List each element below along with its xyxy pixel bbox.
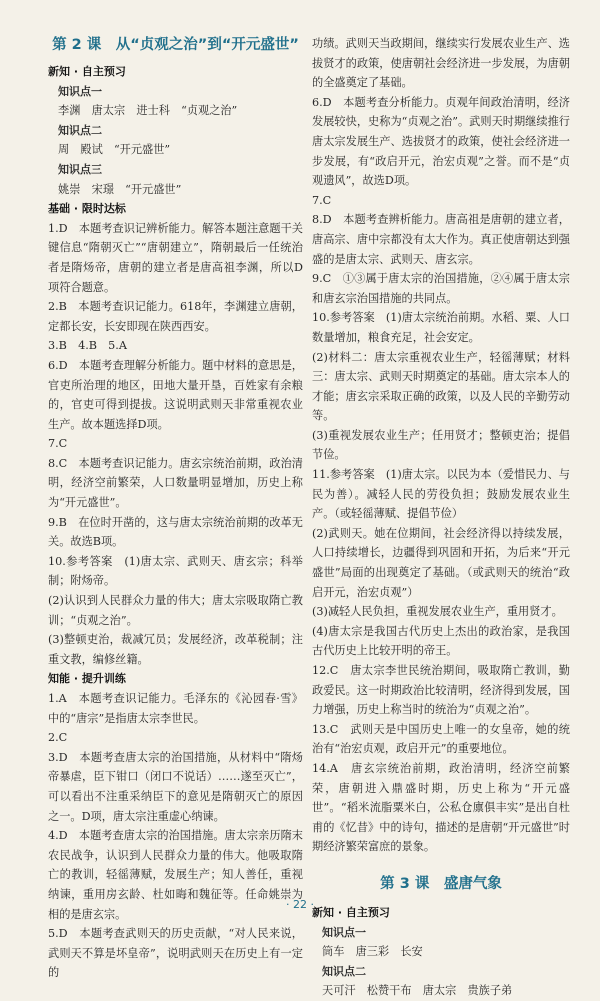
knowledge-point-1-label: 知识点一 xyxy=(322,925,366,939)
answer-paragraph: (2)认识到人民群众力量的伟大；唐太宗吸取隋亡教训；“贞观之治”。 xyxy=(48,594,303,627)
knowledge-point-2-label: 知识点二 xyxy=(322,964,366,978)
section-heading-basics: 基础 · 限时达标 xyxy=(48,202,126,216)
answer-paragraph: 7.C xyxy=(48,437,68,451)
section-heading-improve: 知能 · 提升训练 xyxy=(48,672,126,686)
answer-paragraph: 13.C 武则天是中国历史上唯一的女皇帝，她的统治有“治宏贞观，政启开元”的重要地位。 xyxy=(312,722,570,756)
section-heading-preview: 新知 · 自主预习 xyxy=(48,65,126,78)
answer-paragraph: 9.C ①③属于唐太宗的治国措施，②④属于唐太宗和唐玄宗治国措施的共同点。 xyxy=(312,272,570,305)
answer-paragraph: 10.参考答案 (1)唐太宗、武则天、唐玄宗；科举制；附炀帝。 xyxy=(48,554,303,588)
knowledge-point-1-items: 李渊 唐太宗 进士科 “贞观之治” xyxy=(58,104,238,118)
answer-paragraph: 10.参考答案 (1)唐太宗统治前期。水稻、粟、人口数量增加，粮食充足，社会安定。 xyxy=(312,311,570,344)
answer-paragraph: 1.D 本题考查识记辨析能力。解答本题注意题干关键信息“隋朝灭亡”“唐朝建立”，隋朝最后一任统治者是隋炀帝，唐朝的建立者是唐高祖李渊，所以D项符合题意。 xyxy=(48,221,303,294)
answer-paragraph: (3)重视发展农业生产；任用贤才；整顿吏治；提倡节俭。 xyxy=(312,428,570,462)
knowledge-point-2-items: 天可汗 松赞干布 唐太宗 贵族子弟 xyxy=(322,984,513,998)
answer-paragraph: 14.A 唐玄宗统治前期，政治清明，经济空前繁荣，唐朝进入鼎盛时期，历史上称为“开元盛世”。“稻米流脂粟米白，公私仓廪俱丰实”是出自杜甫的《忆昔》中的诗句，描述的是唐朝“开元盛世”时期经济繁荣富庶的景象。 xyxy=(312,761,570,854)
answer-paragraph: 2.C xyxy=(48,731,68,745)
knowledge-point-2-label: 知识点二 xyxy=(58,123,102,137)
answer-paragraph: 9.B 在位时开凿的，这与唐太宗统治前期的改革无关。故选B项。 xyxy=(48,515,303,549)
lesson-2-title: 第 2 课 从“贞观之治”到“开元盛世” xyxy=(52,37,299,53)
answer-paragraph: (2)材料二：唐太宗重视农业生产，轻徭薄赋；材料三：唐太宗、武则天时期奠定的基础。唐太宗本人的才能；唐玄宗采取正确的政策，以及人民的辛勤劳动等。 xyxy=(312,350,570,423)
answer-paragraph: 1.A 本题考查识记能力。毛泽东的《沁园春·雪》中的“唐宗”是指唐太宗李世民。 xyxy=(48,692,303,725)
answer-paragraph: 12.C 唐太宗李世民统治期间，吸取隋亡教训，勤政爱民。这一时期政治比较清明，经济得到发展，国力增强，历史上称当时的统治为“贞观之治”。 xyxy=(312,664,570,717)
answer-paragraph: 11.参考答案 (1)唐太宗。以民为本（爱惜民力、与民为善）。减轻人民的劳役负担；鼓励发展农业生产。（或轻徭薄赋、提倡节俭） xyxy=(312,468,570,521)
answer-paragraph: 6.D 本题考查理解分析能力。题中材料的意思是，官吏所治理的地区，田地大量开垦，百姓家有余粮的，官吏可得到提拔。这说明武则天非常重视农业生产。故本题选择D项。 xyxy=(48,358,303,431)
answer-paragraph: 6.D 本题考查分析能力。贞观年间政治清明，经济发展较快，史称为“贞观之治”。武则天时期继续推行唐太宗发展生产、选拔贤才的政策，使社会经济进一步发展，有“政启开元，治宏贞观”之誉。而不是“贞观遗风”，故选D项。 xyxy=(312,95,570,188)
knowledge-point-3-items: 姚崇 宋璟 “开元盛世” xyxy=(58,182,182,196)
answer-paragraph: 8.C 本题考查识记能力。唐玄宗统治前期，政治清明，经济空前繁荣，人口数量明显增加，历史上称为“开元盛世”。 xyxy=(48,456,303,510)
answer-paragraph: 5.D 本题考查武则天的历史贡献，“对人民来说，武则天不算是坏皇帝”，说明武则天在历史上有一定的 xyxy=(48,927,303,980)
answer-paragraph: 功绩。武则天当政期间，继续实行发展农业生产、选拔贤才的政策，使唐朝社会经济进一步发展，为唐朝的全盛奠定了基础。 xyxy=(312,37,570,90)
knowledge-point-1-label: 知识点一 xyxy=(58,84,102,98)
answer-paragraph: 3.B 4.B 5.A xyxy=(48,339,127,353)
answer-paragraph: (2)武则天。她在位期间，社会经济得以持续发展，人口持续增长，边疆得到巩固和开拓，为后来“开元盛世”局面的出现奠定了基础。（或武则天的统治“政启开元，治宏贞观”） xyxy=(312,526,570,599)
knowledge-point-2-items: 周 殿试 “开元盛世” xyxy=(58,143,171,157)
answer-paragraph: 8.D 本题考查辨析能力。唐高祖是唐朝的建立者，唐高宗、唐中宗都没有太大作为。真正使唐朝达到强盛的是唐太宗、武则天、唐玄宗。 xyxy=(312,213,570,266)
page-number: · 22 · xyxy=(286,898,314,911)
answer-paragraph: 3.D 本题考查唐太宗的治国措施，从材料中“隋炀帝暴虐，臣下钳口（闭口不说话）……遂至灭亡”，可以看出不注重采纳臣下的意见是隋朝灭亡的原因之一。D项，唐太宗注重虚心纳谏。 xyxy=(48,750,303,823)
answer-paragraph: (3)减轻人民负担，重视发展农业生产，重用贤才。 xyxy=(312,605,563,619)
knowledge-point-3-label: 知识点三 xyxy=(58,162,102,176)
answer-paragraph: (4)唐太宗是我国古代历史上杰出的政治家，是我国古代历史上比较开明的帝王。 xyxy=(312,624,570,658)
section-heading-preview: 新知 · 自主预习 xyxy=(312,905,390,919)
answer-paragraph: 7.C xyxy=(312,193,332,207)
answer-paragraph: 4.D 本题考查唐太宗的治国措施。唐太宗亲历隋末农民战争，认识到人民群众力量的伟大。他吸取隋亡的教训，轻徭薄赋，发展生产；知人善任，重视纳谏，重用房玄龄、杜如晦和魏征等。任命姚崇为相的是唐玄宗。 xyxy=(48,829,303,921)
left-column xyxy=(48,30,303,983)
right-column xyxy=(312,34,570,1001)
lesson-3-title: 第 3 课 盛唐气象 xyxy=(380,875,502,892)
answer-paragraph: 2.B 本题考查识记能力。618年，李渊建立唐朝，定都长安，长安即现在陕西西安。 xyxy=(48,300,303,333)
knowledge-point-1-items: 筒车 唐三彩 长安 xyxy=(322,945,423,959)
answer-paragraph: (3)整顿吏治，裁减冗员；发展经济，改革税制；注重文教，编修丝籍。 xyxy=(48,633,303,666)
